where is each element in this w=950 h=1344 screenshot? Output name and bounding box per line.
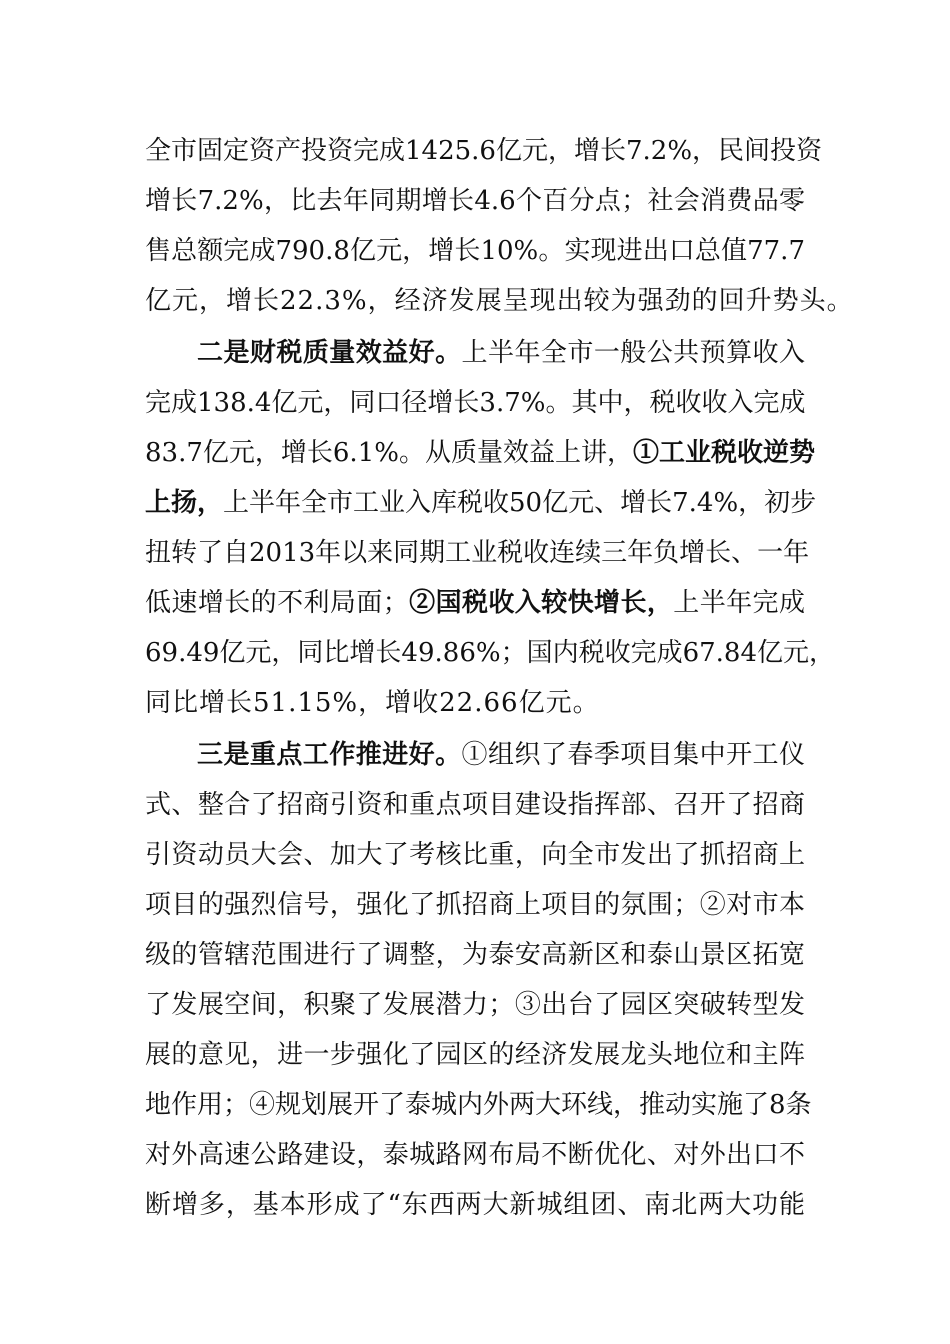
p3-line-4: 项目的强烈信号，强化了抓招商上项目的氛围；②对市本 <box>145 890 805 920</box>
p2-line-8: 同比增长51.15%，增收22.66亿元。 <box>145 688 600 718</box>
p2-bold-point-1-end: 上扬， <box>145 488 224 518</box>
p1-line-4: 亿元，增长22.3%，经济发展呈现出较为强劲的回升势头。 <box>145 286 854 316</box>
p2-line-1-text: 上半年全市一般公共预算收入 <box>461 338 805 368</box>
p1-line-3: 售总额完成790.8亿元，增长10%。实现进出口总值77.7 <box>145 236 805 266</box>
p2-line-6 <box>145 583 805 623</box>
p2-line-7: 69.49亿元，同比增长49.86%；国内税收完成67.84亿元， <box>145 638 836 668</box>
p2-bold-point-2: ②国税收入较快增长， <box>408 588 674 618</box>
p3-line-9: 对外高速公路建设，泰城路网布局不断优化、对外出口不 <box>145 1140 805 1170</box>
p1-line-2: 增长7.2%，比去年同期增长4.6个百分点；社会消费品零 <box>145 186 805 216</box>
p3-line-1-text: ①组织了春季项目集中开工仪 <box>461 740 805 770</box>
p2-line-2: 完成138.4亿元，同口径增长3.7%。其中，税收收入完成 <box>145 388 806 418</box>
p2-line-4 <box>145 483 817 523</box>
p2-line-6-text: 低速增长的不利局面； <box>145 588 409 618</box>
p2-line-5: 扭转了自2013年以来同期工业税收连续三年负增长、一年 <box>145 538 810 568</box>
p2-line-4-text: 上半年全市工业入库税收50亿元、增长7.4%，初步 <box>223 488 817 518</box>
p3-line-8: 地作用；④规划展开了泰城内外两大环线，推动实施了8条 <box>145 1090 812 1120</box>
p3-line-1 <box>197 735 805 775</box>
p1-line-1: 全市固定资产投资完成1425.6亿元，增长7.2%，民间投资 <box>145 136 823 166</box>
p2-line-6-rest: 上半年完成 <box>673 588 805 618</box>
p2-bold-point-1: ①工业税收逆势 <box>632 438 815 468</box>
p2-heading: 二是财税质量效益好。 <box>197 338 462 368</box>
p3-line-7: 展的意见，进一步强化了园区的经济发展龙头地位和主阵 <box>145 1040 805 1070</box>
p3-line-2: 式、整合了招商引资和重点项目建设指挥部、召开了招商 <box>145 790 805 820</box>
p2-line-1 <box>197 333 805 373</box>
p3-heading: 三是重点工作推进好。 <box>197 740 462 770</box>
p3-line-6: 了发展空间，积聚了发展潜力；③出台了园区突破转型发 <box>145 990 805 1020</box>
p3-line-5: 级的管辖范围进行了调整，为泰安高新区和泰山景区拓宽 <box>145 940 805 970</box>
p2-line-3 <box>145 433 815 473</box>
p2-line-3-text: 83.7亿元，增长6.1%。从质量效益上讲， <box>145 438 633 468</box>
p3-line-3: 引资动员大会、加大了考核比重，向全市发出了抓招商上 <box>145 840 805 870</box>
p3-line-10: 断增多，基本形成了“东西两大新城组团、南北两大功能 <box>145 1190 805 1220</box>
